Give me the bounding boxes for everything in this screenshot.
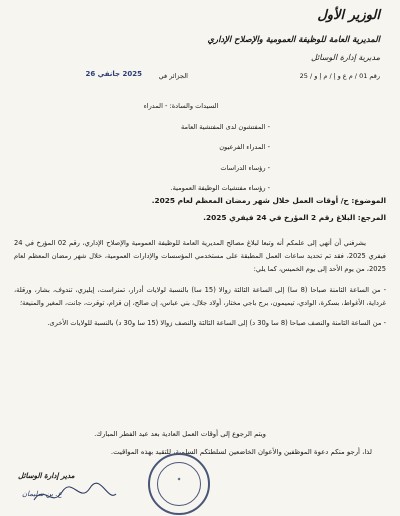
signatory-name: ع. بن سليمان xyxy=(22,490,62,498)
schedule-item-south: - من الساعة الثامنة صباحا (8 سا) إلى الساعة الثالثة زوالا (15 سا) بالنسبة لولايات أدرار، تمنراست، إيليزي، تندوف، بشار، ورقلة، غرداية، الأغواط، بسكرة، الوادي، تيميمون، برج باجي مختار، أولاد جلال، بني عباس، إن صالح، إن قزام، توقرت، جانت، المغير والمنيعة؛ xyxy=(14,285,387,307)
sub-directorate-heading: مديرية إدارة الوسائل xyxy=(310,53,380,62)
reference-line-text: المرجع: البلاغ رقم 2 المؤرخ في 24 فيفري 2025. xyxy=(203,213,386,222)
signatory-title: مدير إدارة الوسائل xyxy=(18,471,75,480)
recipient-line: - رؤساء مفتشيات الوظيفة العمومية. xyxy=(170,184,270,192)
return-paragraph: ويتم الرجوع إلى أوقات العمل العادية بعد عيد الفطر المبارك. xyxy=(94,430,266,438)
seal-emblem: ✦ xyxy=(176,477,182,483)
intro-paragraph: يشرفني أن أنهي إلى علمكم أنه وتبعا لبلاغ مصالح المديرية العامة للوظيفة العمومية والإصلاح الإداري، رقم 02 المؤرخ في 24 فيفري 2025، فقد تم تحديد ساعات العمل المطبقة على مستخدمي المؤسسات والإدارات العمومية، خلال شهر رمضان المعظم لعام 2025، من يوم الأحد إلى يوم الخميس، كما يلي: xyxy=(14,239,386,274)
recipient-line: - المدراء الفرعيون xyxy=(219,143,270,151)
prime-minister-heading: الوزير الأول xyxy=(317,8,380,23)
recipient-line: السيدات والسادة: - المدراء xyxy=(143,102,219,110)
closing-block xyxy=(14,425,386,461)
schedule-item-other: - من الساعة الثامنة والنصف صباحا (8 سا و30 د) إلى الساعة الثالثة والنصف زوالا (15 سا و30 د) بالنسبة للولايات الأخرى. xyxy=(47,319,386,328)
letter-body xyxy=(14,237,386,337)
recipients-block xyxy=(110,96,270,199)
recipient-line: - رؤساء الدراسات xyxy=(220,163,270,172)
subject-block xyxy=(14,192,386,226)
reference-number: رقم 01 / م ع و إ / م إ و / 25 xyxy=(299,72,380,80)
closing-paragraph: لذا، أرجو منكم دعوة الموظفين والأعوان الخاضعين لسلطتكم السلمية، للتقيد بهذه المواقيت. xyxy=(110,448,372,456)
official-seal xyxy=(148,453,210,515)
recipient-line: - المفتشون لدى المفتشية العامة xyxy=(181,122,270,131)
date-stamp: 2025 جانفي 26 xyxy=(85,70,142,78)
city-date-label: الجزائر في xyxy=(158,72,188,80)
subject-line: الموضوع: ح/ أوقات العمل خلال شهر رمضان المعظم لعام 2025. xyxy=(151,196,386,205)
directorate-heading: المديرية العامة للوظيفة العمومية والإصلاح الإداري xyxy=(207,34,380,44)
